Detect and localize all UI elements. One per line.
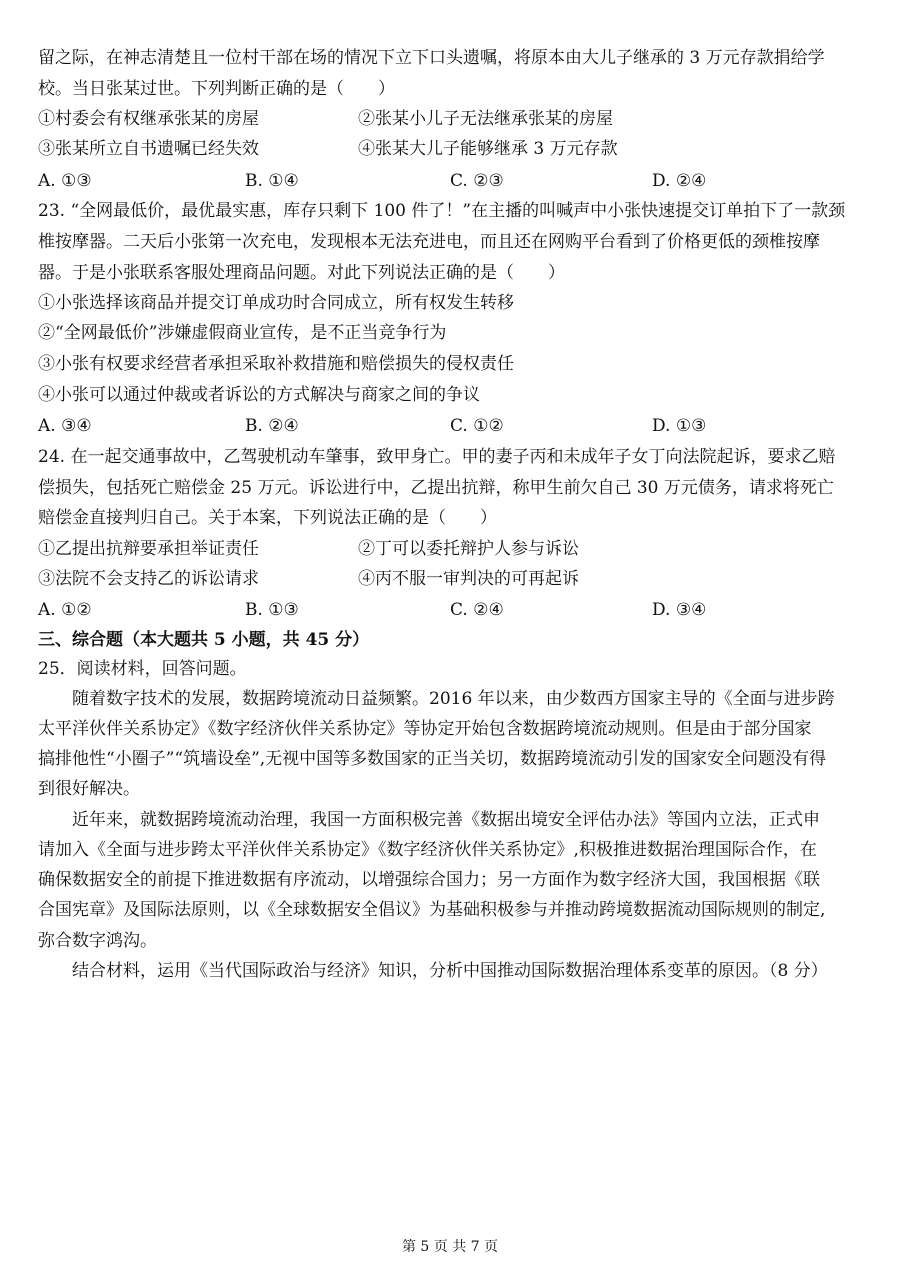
q22-option-b: B. ①④ (245, 171, 299, 191)
q24-option-b: B. ①③ (245, 600, 299, 620)
q24-statement: ③法院不会支持乙的诉讼请求 (38, 569, 259, 589)
q23-statement: ③小张有权要求经营者承担采取补救措施和赔偿损失的侵权责任 (38, 354, 514, 374)
q22-stem-line: 留之际，在神志清楚且一位村干部在场的情况下立下口头遗嘱，将原本由大儿子继承的 3 万元存款捐给学 (38, 48, 825, 68)
page-number: 第 5 页 共 7 页 (401, 1239, 499, 1255)
q23-option-b: B. ②④ (245, 416, 299, 436)
q23-stem-line: 器。于是小张联系客服处理商品问题。对此下列说法正确的是（ ） (38, 263, 565, 283)
q24-statement: ①乙提出抗辩要承担举证责任 (38, 539, 259, 559)
q25-material-line: 合国宪章》及国际法原则，以《全球数据安全倡议》为基础积极参与并推动跨境数据流动国际规则的制定, (38, 900, 826, 920)
q22-statement: ④张某大儿子能够继承 3 万元存款 (358, 139, 618, 159)
q25-question: 结合材料，运用《当代国际政治与经济》知识，分析中国推动国际数据治理体系变革的原因。（8 分） (72, 961, 828, 981)
q23-statement: ②“全网最低价”涉嫌虚假商业宣传，是不正当竞争行为 (38, 323, 447, 343)
q23-option-c: C. ①② (450, 416, 504, 436)
q25-material-line: 太平洋伙伴关系协定》《数字经济伙伴关系协定》等协定开始包含数据跨境流动规则。但是由于部分国家 (38, 719, 812, 739)
q23-option-a: A. ③④ (38, 416, 92, 436)
q25-material-line: 到很好解决。 (38, 779, 140, 799)
q25-material-line: 近年来，就数据跨境流动治理，我国一方面积极完善《数据出境安全评估办法》等国内立法，正式申 (72, 810, 820, 830)
q25-material-line: 确保数据安全的前提下推进数据有序流动，以增强综合国力；另一方面作为数字经济大国，我国根据《联 (38, 870, 820, 890)
q23-stem-line: 椎按摩器。二天后小张第一次充电，发现根本无法充进电，而且还在网购平台看到了价格更低的颈椎按摩 (38, 232, 820, 252)
q23-statement: ④小张可以通过仲裁或者诉讼的方式解决与商家之间的争议 (38, 385, 480, 405)
q24-statement: ②丁可以委托辩护人参与诉讼 (358, 539, 579, 559)
q25-material-line: 请加入《全面与进步跨太平洋伙伴关系协定》《数字经济伙伴关系协定》,积极推进数据治理国际合作，在 (38, 840, 817, 860)
q23-stem-line: 23. “全网最低价，最优最实惠，库存只剩下 100 件了！”在主播的叫喊声中小张快速提交订单拍下了一款颈 (38, 201, 846, 221)
q22-statement: ①村委会有权继承张某的房屋 (38, 109, 259, 129)
q22-option-d: D. ②④ (652, 171, 707, 191)
q24-option-a: A. ①② (38, 600, 92, 620)
q25-material-line: 随着数字技术的发展，数据跨境流动日益频繁。2016 年以来，由少数西方国家主导的《全面与进步跨 (72, 689, 835, 709)
q23-option-d: D. ①③ (652, 416, 707, 436)
q22-stem-line: 校。当日张某过世。下列判断正确的是（ ） (38, 79, 395, 99)
section-heading: 三、综合题（本大题共 5 小题，共 45 分） (38, 630, 370, 650)
q25-title: 25．阅读材料，回答问题。 (38, 659, 247, 679)
q25-material-line: 弥合数字鸿沟。 (38, 931, 157, 951)
q22-statement: ③张某所立自书遗嘱已经失效 (38, 139, 259, 159)
q24-stem-line: 24. 在一起交通事故中，乙驾驶机动车肇事，致甲身亡。甲的妻子丙和未成年子女丁向法院起诉，要求乙赔 (38, 447, 836, 467)
q24-statement: ④丙不服一审判决的可再起诉 (358, 569, 579, 589)
q22-statement: ②张某小儿子无法继承张某的房屋 (358, 109, 613, 129)
q23-statement: ①小张选择该商品并提交订单成功时合同成立，所有权发生转移 (38, 293, 514, 313)
q25-material-line: 搞排他性“小圈子”“筑墙设垒”,无视中国等多数国家的正当关切，数据跨境流动引发的国家安全问题没有得 (38, 749, 827, 769)
q24-stem-line: 赔偿金直接判归自己。关于本案，下列说法正确的是（ ） (38, 508, 497, 528)
q24-option-d: D. ③④ (652, 600, 707, 620)
q22-option-c: C. ②③ (450, 171, 504, 191)
q24-stem-line: 偿损失，包括死亡赔偿金 25 万元。诉讼进行中，乙提出抗辩，称甲生前欠自己 30 万元债务，请求将死亡 (38, 478, 834, 498)
q22-option-a: A. ①③ (38, 171, 92, 191)
q24-option-c: C. ②④ (450, 600, 504, 620)
